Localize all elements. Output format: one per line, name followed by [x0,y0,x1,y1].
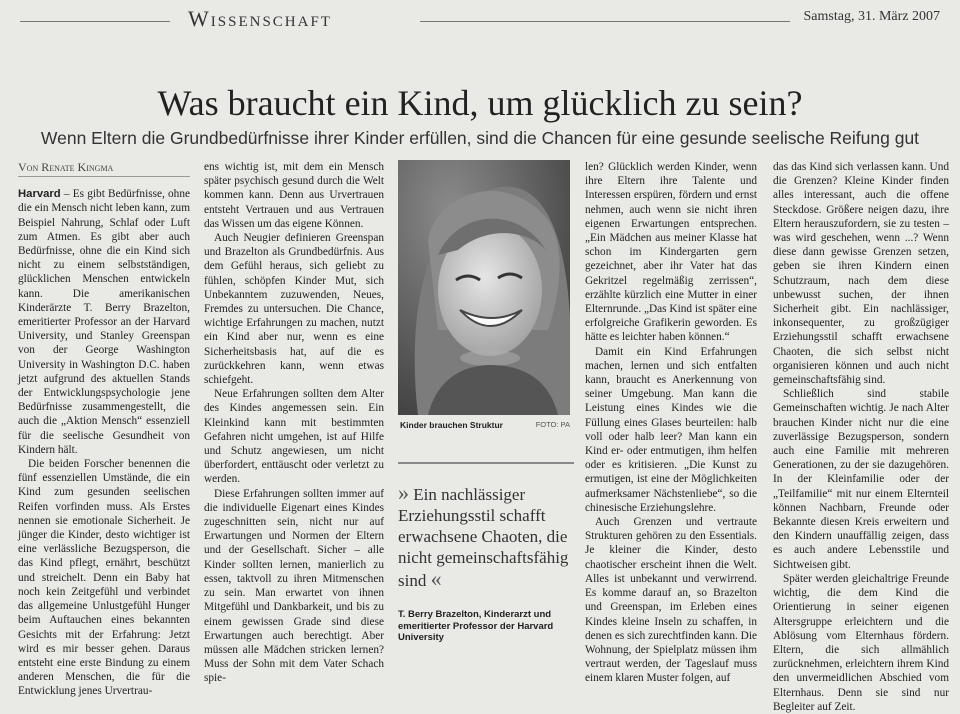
smiling-girl-image [398,160,570,415]
paragraph-text: – Es gibt Bedürfnisse, ohne die ein Mensch nicht leben kann, zum Beispiel Nahrung, Schlaf oder Luft zum Atmen. Es gibt aber auch Bedürfnisse, ohne die ein Kind sich nicht zu einem selbstständigen, glücklichen Menschen entwickeln kann. Die amerikanischen Kinderärzte T. Berry Brazelton, emeritierter Professor an der Harvard University, und Stanley Greenspan von der George Washington University in Washington D.C. haben jetzt aufgrund des aktuellen Stands der Entwicklungspsychologie jene Bedürfnisse zusammengestellt, die auch die „Aktion Mensch“ essenziell für die seelische Gesundheit von Kindern hält. [18,188,190,456]
paragraph: das das Kind sich verlassen kann. Und die Grenzen? Kleine Kinder finden alles interessant, auch die offene Steckdose. Größere neigen dazu, ihre Eltern herauszufordern, sie zu testen – was wird geschehen, wenn ...? Wenn diese dann gewisse Grenzen setzen, geben sie ihren Kindern einen Schutzraum, nach dem diese unbewusst suchen, der ihnen Sicherheit gibt. Ein nachlässiger, inkonsequenter, zu großzügiger Erziehungsstil schafft erwachsene Chaoten, die sich selbst nicht organisieren können und auch nicht gemeinschaftsfähig sind. [773,161,949,387]
article-column-4 [585,160,757,686]
photo-caption [400,420,570,430]
section-title: Wissenschaft [188,6,332,31]
paragraph [18,187,190,457]
open-quote-mark: » [398,480,409,505]
article-headline: Was braucht ein Kind, um glücklich zu sein? [157,83,803,123]
issue-date: Samstag, 31. März 2007 [803,9,940,24]
pull-quote-text: Ein nachlässiger Erziehungsstil schafft erwachsene Chaoten, die nicht gemeinschaftsfähig sind [398,485,569,590]
paragraph: Damit ein Kind Erfahrungen machen, lernen und sich entfalten kann, braucht es Anerkennung von seiner Umgebung. Man kann die Leistung eines Kindes wie die Füllung eines Glases beurteilen: halb voll oder halb leer? Man kann ein Kind er- oder entmutigen, ihm helfen oder es kritisieren. „Die Kunst zu ermutigen, ist eine der Möglichkeiten aufmerksamer Nächstenliebe“, so die chinesische Erziehungslehre. [585,345,757,514]
article-subheadline: Wenn Eltern die Grundbedürfnisse ihrer Kinder erfüllen, sind die Chancen für eine gesunde seelische Reifung gut [40,128,920,148]
pull-quote-attribution: T. Berry Brazelton, Kinderarzt und emeritierter Professor der Harvard University [398,609,554,643]
dateline-location: Harvard [18,188,61,201]
byline: Von Renate Kingma [18,160,190,177]
photo-credit: FOTO: PA [535,420,570,429]
paragraph: ens wichtig ist, mit dem ein Mensch später psychisch gesund durch die Welt kommen kann. Denn aus Urvertrauen entsteht Vertrauen und aus Vertrauen das Wissen um das eigene Können. [204,161,384,230]
caption-text: Kinder brauchen Struktur [400,420,503,430]
article-column-5 [773,160,949,714]
masthead [20,6,950,32]
paragraph: Schließlich sind stabile Gemeinschaften wichtig. Je nach Alter brauchen Kinder nicht nur die eine zuverlässige Bezugsperson, sondern auch eine Familie mit mehreren Generationen, zu der sie dazugehören. In der Kleinfamilie oder der „Teilfamilie“ mit nur einem Elternteil können Nachbarn, Freunde oder Bekannte diesen Kreis erweitern und den Kindern unauffällig zeigen, dass es auch andere Lebensstile und Sichtweisen gibt. [773,388,949,571]
paragraph: Die beiden Forscher benennen die fünf essenziellen Umstände, die ein Kind zum gesunden seelischen Reifen vorfinden muss. Als Erstes nennen sie emotionale Sicherheit. Je jünger die Kinder, desto wichtiger ist eine verlässliche Bezugsperson, die das Kind pflegt, ernährt, beschützt und streichelt. Denn ein Baby hat noch kein Zeitgefühl und verbindet das allgemeine Unlustgefühl Hunger beim Auftauchen eines bekannten Gesichts mit der Erfahrung: Jetzt wird es mir besser gehen. Daraus entsteht eine erste Bindung zu einem anderen Menschen, die für die Entwicklung jenes Urvertrau- [18,458,190,698]
masthead-rule-left [20,21,170,22]
close-quote-mark: « [430,566,442,591]
article-column-2 [204,160,384,686]
paragraph: Auch Neugier definieren Greenspan und Brazelton als Grundbedürfnis. Aus dem Gefühl heraus, sich geliebt zu fühlen, schöpfen Kinder Mut, sich Unbekanntem zuzuwenden, Neues, Fremdes zu untersuchen. Die Chance, wichtige Erfahrungen zu machen, nutzt ein Kind aber nur, wenn es eine Sicherheitsbasis hat, auf die es zurückkehren kann, wenn etwas schiefgeht. [204,232,384,387]
masthead-rule-right [420,21,790,22]
paragraph: Später werden gleichaltrige Freunde wichtig, die dem Kind die Orientierung in seiner eigenen Altersgruppe erleichtern und die Ablösung vom Elternhaus fördern. Eltern, die sich allmählich zurücknehmen, erleichtern ihrem Kind den unvermeidlichen Abschied vom Elternhaus. Denn sie sind nur Begleiter auf Zeit. [773,572,949,713]
article-column-1 [18,160,190,699]
child-photo [398,160,570,415]
pull-quote-body [398,482,574,591]
paragraph: len? Glücklich werden Kinder, wenn ihre Eltern ihre Talente und Interessen erspüren, fördern und ernst nehmen, auch wenn sie nicht ihren eigenen Erwartungen entsprechen. „Ein Mädchen aus meiner Klasse hat schon im Kindergarten gern gezeichnet, aber ihr Vater hat das Gekritzel regelmäßig zerrissen“, erzählte kürzlich eine Mutter in einer Elternrunde. „Das Kind ist später eine erfolgreiche Grafikerin geworden. Es hätte es leichter haben können.“ [585,161,757,344]
paragraph: Neue Erfahrungen sollten dem Alter des Kindes angemessen sein. Ein Kleinkind kann mit bestimmten Gefahren nicht umgehen, ist auf Hilfe und Schutz angewiesen, um nicht überfordert, enttäuscht oder verletzt zu werden. [204,388,384,486]
paragraph: Auch Grenzen und vertraute Strukturen gehören zu den Essentials. Je kleiner die Kinder, desto chaotischer erscheint ihnen die Welt. Alles ist unbekannt und verwirrend. Es komme darauf an, so Brazelton und Greenspan, im Erleben eines Kindes kleine Inseln zu schaffen, in denen es sich zurechtfinden kann. Die Wohnung, der Spielplatz müssen ihm vertraut werden, der Tageslauf muss einem klaren Muster folgen, auf [585,516,757,685]
paragraph: Diese Erfahrungen sollten immer auf die individuelle Eigenart eines Kindes zugeschnitten sein, nicht nur auf Erwartungen und Normen der Eltern und der Gesellschaft. Sicher – alle Kinder sollten lernen, manierlich zu essen, taktvoll zu ihren Mitmenschen zu sein. Man erwartet von ihnen Mitgefühl und Dankbarkeit, und bis zu einem gewissen Grade sind diese Erwartungen auch berechtigt. Aber müssen alle Mädchen stricken lernen? Muss der Sohn mit dem Vater Schach spie- [204,487,384,685]
pull-quote [398,462,574,644]
